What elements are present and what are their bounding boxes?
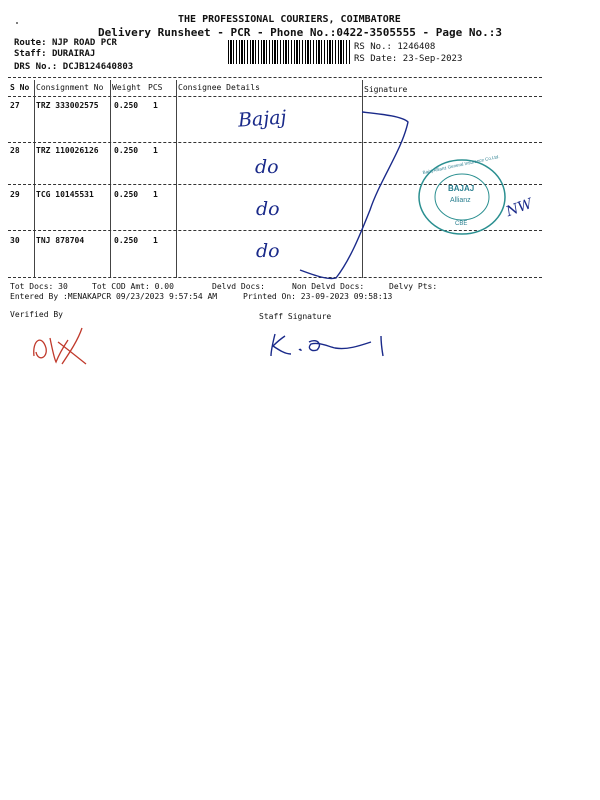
column-line <box>34 80 35 278</box>
col-header-signature: Signature <box>364 85 408 94</box>
signature-initials: NW <box>504 195 535 221</box>
rs-date-line <box>354 54 462 64</box>
col-header-weight: Weight <box>112 83 141 92</box>
divider <box>8 277 542 278</box>
row-consignment: TNJ 878704 <box>36 236 85 245</box>
drs-line <box>14 62 133 72</box>
company-title: THE PROFESSIONAL COURIERS, COIMBATORE <box>178 14 401 25</box>
tot-cod-amt: Tot COD Amt: 0.00 <box>92 282 174 291</box>
column-line <box>176 80 177 278</box>
runsheet-subtitle: Delivery Runsheet - PCR - Phone No.:0422-3505555 - Page No.:3 <box>98 26 502 39</box>
route-label: Route: <box>14 38 47 48</box>
delivery-signature-stroke <box>290 110 420 285</box>
printed-on: Printed On: 23-09-2023 09:58:13 <box>243 292 393 301</box>
company-stamp <box>417 153 507 236</box>
row-consignment: TRZ 110026126 <box>36 146 99 155</box>
drs-label: DRS No.: <box>14 62 58 72</box>
row-consignment: TRZ 333002575 <box>36 101 99 110</box>
row-weight: 0.250 <box>114 101 139 110</box>
staff-value: DURAIRAJ <box>51 49 96 59</box>
row-weight: 0.250 <box>114 236 139 245</box>
stamp-city: CBE <box>455 221 468 227</box>
staff-signature-label: Staff Signature <box>259 312 332 321</box>
stamp-partner: Allianz <box>450 197 471 204</box>
row-pcs: 1 <box>153 101 158 110</box>
route-line <box>14 38 117 48</box>
delvd-docs: Delvd Docs: <box>212 282 265 291</box>
handwritten-consignee: do <box>255 156 279 178</box>
handwritten-consignee: do <box>256 240 280 262</box>
divider <box>8 77 542 78</box>
row-sno: 28 <box>10 146 20 155</box>
row-weight: 0.250 <box>114 190 139 199</box>
entered-by: Entered By :MENAKAPCR 09/23/2023 9:57:54 AM <box>10 292 218 301</box>
row-sno: 27 <box>10 101 20 110</box>
delvy-pts: Delvy Pts: <box>389 282 438 291</box>
handwritten-consignee: Bajaj <box>237 106 288 132</box>
verifier-signature <box>28 318 93 368</box>
col-header-consignment: Consignment No <box>36 83 104 92</box>
drs-value: DCJB124640803 <box>62 62 134 72</box>
scan-speck <box>16 22 18 24</box>
col-header-consignee: Consignee Details <box>178 83 260 92</box>
tot-docs: Tot Docs: 30 <box>10 282 68 291</box>
rs-date-label: RS Date: <box>354 54 398 64</box>
row-pcs: 1 <box>153 190 158 199</box>
divider <box>8 96 542 97</box>
staff-signature <box>265 328 390 360</box>
rs-no-line <box>354 42 435 52</box>
row-weight: 0.250 <box>114 146 139 155</box>
col-header-pcs: PCS <box>148 83 163 92</box>
handwritten-consignee: do <box>256 198 280 220</box>
divider <box>8 142 542 143</box>
barcode <box>228 40 350 64</box>
column-line <box>110 80 111 278</box>
verified-by-label: Verified By <box>10 310 63 319</box>
rs-no-label: RS No.: <box>354 42 392 52</box>
row-pcs: 1 <box>153 146 158 155</box>
stamp-brand: BAJAJ <box>448 184 475 193</box>
rs-no-value: 1246408 <box>397 42 436 52</box>
col-header-sno: S No <box>10 83 30 92</box>
row-consignment: TCG 10145531 <box>36 190 94 199</box>
stamp-ring-text: Bajaj Allianz General Insurance Co.Ltd. <box>422 153 500 176</box>
row-sno: 29 <box>10 190 20 199</box>
staff-label: Staff: <box>14 49 47 59</box>
non-delvd-docs: Non Delvd Docs: <box>292 282 365 291</box>
rs-date-value: 23-Sep-2023 <box>402 54 463 64</box>
staff-line <box>14 49 95 59</box>
route-value: NJP ROAD PCR <box>51 38 117 48</box>
row-pcs: 1 <box>153 236 158 245</box>
row-sno: 30 <box>10 236 20 245</box>
